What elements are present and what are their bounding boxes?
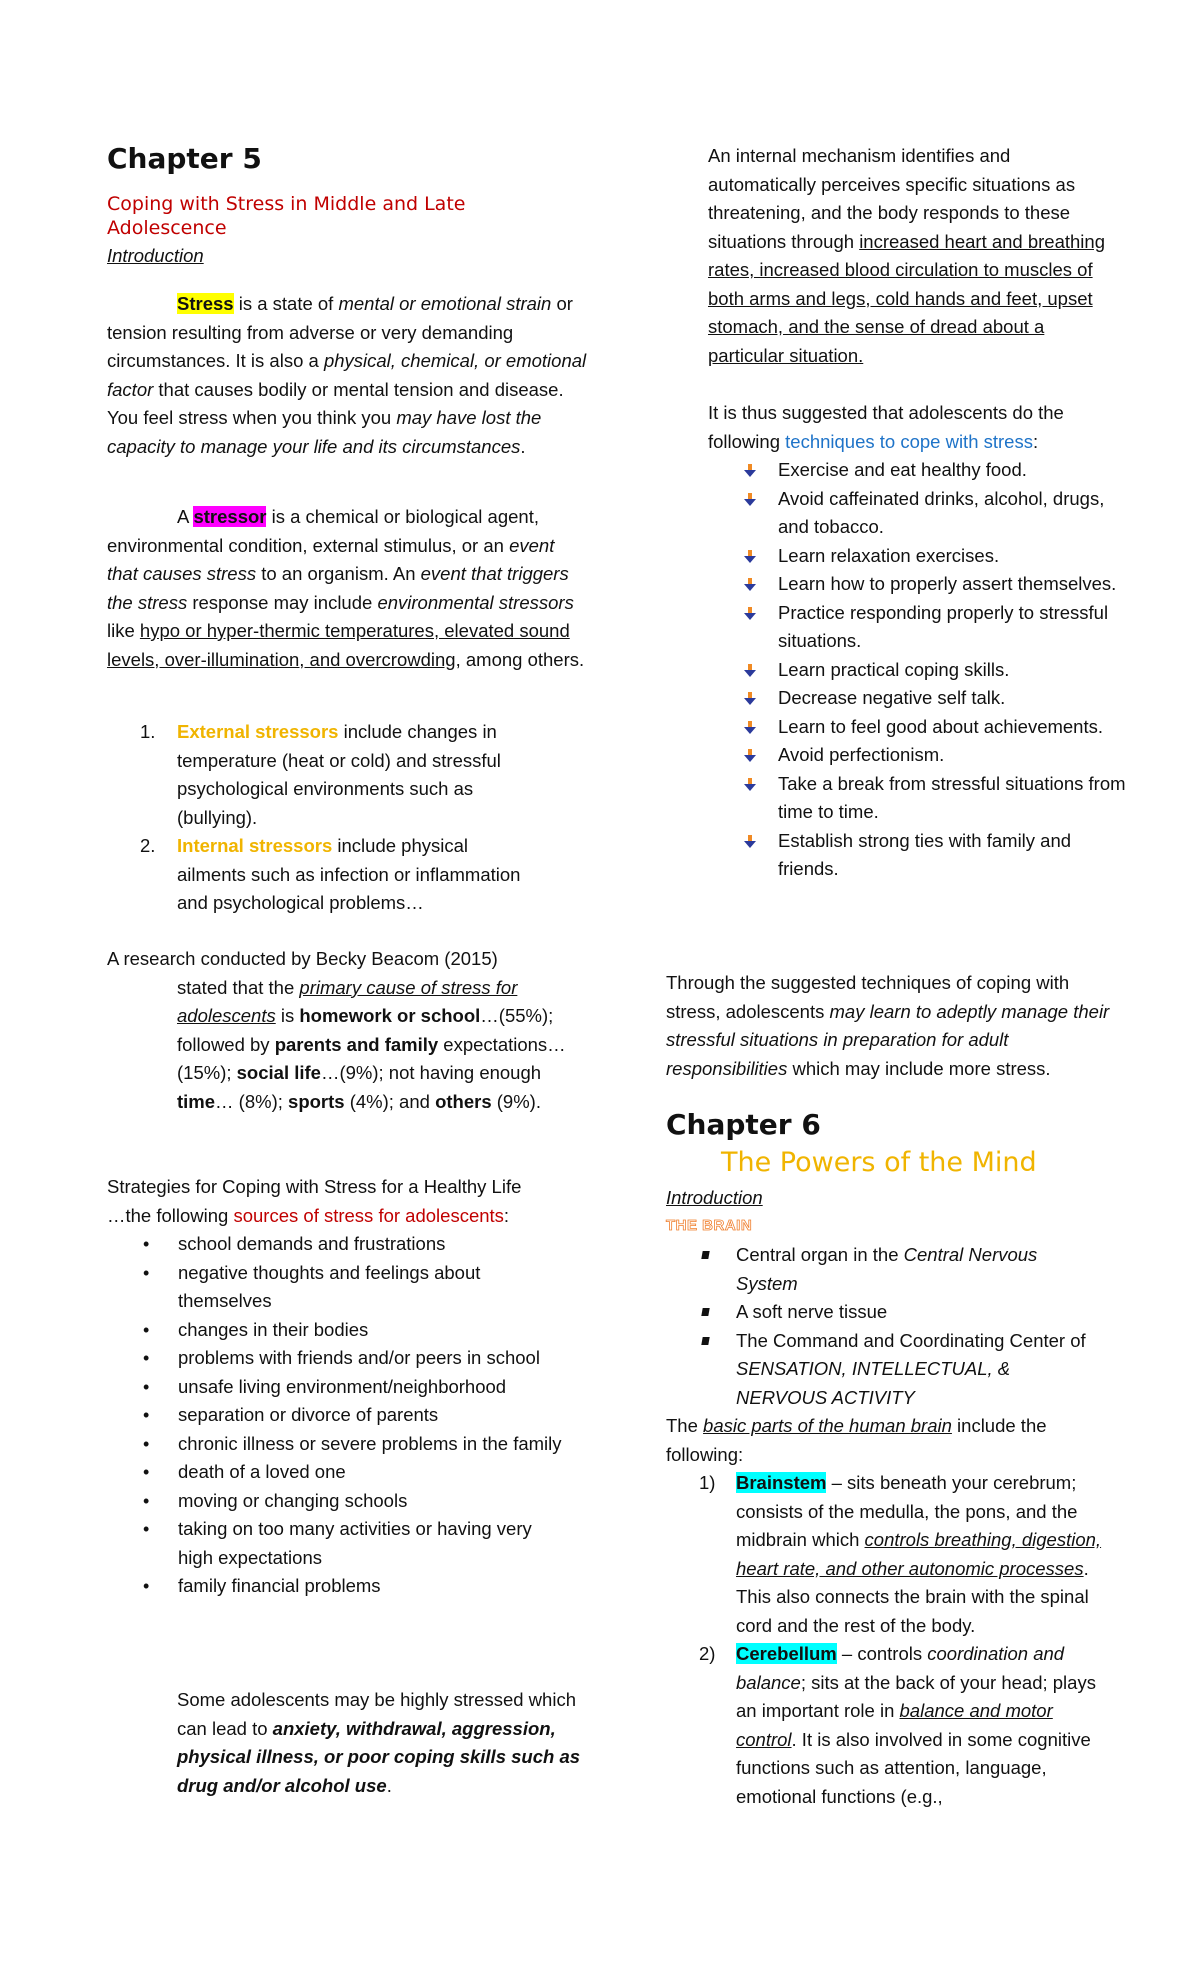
intro-heading: Introduction <box>107 245 204 266</box>
text: may have lost the capacity to manage your life and its circumstances <box>107 407 542 457</box>
text: problems with friends and/or peers in school <box>178 1347 540 1368</box>
text: It is thus suggested that adolescents do the following <box>708 402 1064 452</box>
square-bullet-icon <box>701 1308 709 1316</box>
research-first-line: A research conducted by Becky Beacom (2015) <box>107 948 498 969</box>
list-item <box>107 1259 567 1316</box>
stressor-definition <box>107 503 587 674</box>
list-item <box>708 599 1128 656</box>
text: Central Nervous System <box>736 1244 1038 1294</box>
bullet-icon: • <box>143 1405 150 1425</box>
text: hypo or hyper-thermic temperatures, elevated sound levels, over-illumination, and overcrowding <box>107 620 570 670</box>
arrow-bullet-icon <box>744 721 756 735</box>
chapter-6-title: Chapter 6 <box>666 1108 821 1141</box>
square-bullet-icon <box>701 1251 709 1259</box>
bullet-icon: • <box>143 1433 150 1454</box>
text: – sits beneath your cerebrum; consists of the medulla, the pons, and the midbrain which <box>736 1472 1078 1550</box>
text: The <box>666 1415 704 1436</box>
square-bullet-icon <box>701 1337 709 1345</box>
text: . This also connects the brain with the spinal cord and the rest of the body. <box>736 1557 1089 1636</box>
text: Establish strong ties with family and friends. <box>778 829 1072 879</box>
text: response may include <box>187 591 378 613</box>
text: (4%); and <box>344 1090 436 1112</box>
text: homework or school <box>299 1005 481 1026</box>
arrow-bullet-icon <box>744 607 756 621</box>
list-item <box>107 1515 567 1572</box>
through-paragraph <box>666 969 1126 1083</box>
bullet-icon: • <box>143 1319 150 1340</box>
text: primary cause of stress for adolescents <box>177 976 518 1026</box>
list-item <box>107 1572 567 1601</box>
mechanism-paragraph <box>708 142 1108 370</box>
strategies-lead <box>107 1202 597 1231</box>
list-item <box>107 1401 567 1430</box>
list-item <box>666 1469 1116 1640</box>
text: controls breathing, digestion, heart rate, and other autonomic processes <box>736 1529 1102 1579</box>
brain-points-list <box>666 1241 1096 1412</box>
text: Learn to feel good about achievements. <box>778 715 1104 737</box>
list-item <box>107 1430 567 1459</box>
text: anxiety, withdrawal, aggression, physical illness, or poor coping skills such as drug and/or alcohol use <box>177 1717 581 1796</box>
text: balance and motor control <box>736 1700 1053 1750</box>
text: changes in their bodies <box>178 1318 369 1340</box>
list-item <box>107 832 527 918</box>
list-item <box>666 1241 1096 1298</box>
text: A <box>177 506 194 527</box>
text: Avoid caffeinated drinks, alcohol, drugs, and tobacco. <box>778 487 1105 537</box>
text: , among others. <box>455 648 585 670</box>
arrow-bullet-icon <box>744 664 756 678</box>
text: . It is also involved in some cognitive functions such as attention, language, emotional functions (e.g., <box>736 1728 1091 1807</box>
text: Central organ in the <box>736 1244 904 1265</box>
the-brain-heading: THE BRAIN <box>666 1217 753 1234</box>
list-item <box>107 718 527 832</box>
arrow-bullet-icon <box>744 550 756 564</box>
text: that causes bodily or mental tension and disease. You feel stress when you think you <box>107 378 564 428</box>
text: Through the suggested techniques of coping with stress, adolescents <box>666 972 1070 1022</box>
text: Decrease negative self talk. <box>778 687 1006 708</box>
text: …(55%); followed by <box>177 1005 554 1055</box>
arrow-bullet-icon <box>744 493 756 507</box>
arrow-bullet-icon <box>744 578 756 592</box>
text: chronic illness or severe problems in the family <box>178 1432 562 1454</box>
text: …the following <box>107 1204 234 1226</box>
list-item <box>708 456 1128 485</box>
stress-term: Stress <box>177 293 234 314</box>
list-item <box>107 1487 567 1516</box>
text: Take a break from stressful situations from time to time. <box>778 772 1126 822</box>
text: like <box>107 620 140 641</box>
bullet-icon: • <box>143 1234 150 1254</box>
arrow-bullet-icon <box>744 778 756 792</box>
text: SENSATION, INTELLECTUAL, & NERVOUS ACTIVITY <box>736 1358 1011 1408</box>
bullet-icon: • <box>143 1519 150 1539</box>
text: others <box>435 1090 492 1112</box>
list-item <box>708 656 1128 685</box>
text: basic parts of the human brain <box>703 1415 952 1436</box>
bullet-icon: • <box>143 1376 150 1397</box>
arrow-bullet-icon <box>744 464 756 478</box>
text: is <box>275 1005 300 1026</box>
text: Practice responding properly to stressful situations. <box>778 601 1109 651</box>
techniques-label: techniques to cope with stress <box>785 430 1033 452</box>
text: A soft nerve tissue <box>736 1301 888 1322</box>
text: death of a loved one <box>178 1461 346 1482</box>
text: . <box>520 435 526 457</box>
text: event that causes stress <box>107 534 555 584</box>
arrow-bullet-icon <box>744 749 756 763</box>
text: taking on too many activities or having very high expectations <box>178 1518 532 1568</box>
text: …(9%); not having enough <box>320 1062 542 1083</box>
list-number: 1. <box>140 721 156 742</box>
text: school demands and frustrations <box>178 1233 446 1254</box>
closing-paragraph <box>177 1686 587 1800</box>
chapter-6-subtitle: The Powers of the Mind <box>721 1147 1037 1178</box>
text: Learn relaxation exercises. <box>778 544 1000 566</box>
text: which may include more stress. <box>787 1057 1051 1079</box>
text: or tension resulting from adverse or very demanding circumstances. It is also a <box>107 293 573 371</box>
chapter-5-subtitle: Coping with Stress in Middle and Late Adolescence <box>107 193 466 239</box>
bullet-icon: • <box>143 1262 150 1283</box>
text: … (8%); <box>215 1090 289 1112</box>
text: Some adolescents may be highly stressed which can lead to <box>177 1689 576 1739</box>
list-item <box>107 1344 567 1373</box>
text: (9%). <box>491 1090 541 1112</box>
text: sports <box>288 1090 345 1112</box>
text: include the following: <box>666 1415 1047 1465</box>
text: ; sits at the back of your head; plays an important role in <box>736 1671 1096 1721</box>
list-item <box>708 485 1128 542</box>
research-paragraph <box>177 974 587 1117</box>
bullet-icon: • <box>143 1490 150 1511</box>
text: moving or changing schools <box>178 1489 408 1511</box>
stressor-term: stressor <box>193 506 267 527</box>
list-item <box>708 684 1128 713</box>
brainstem-term: Brainstem <box>736 1472 827 1493</box>
text: . <box>386 1774 392 1796</box>
list-item <box>107 1373 567 1402</box>
list-item <box>708 570 1128 599</box>
text: is a state of <box>233 293 339 314</box>
text: Learn how to properly assert themselves. <box>778 573 1117 594</box>
text: An internal mechanism identifies and automatically perceives specific situations as threatening, and the body responds to these situations through <box>708 145 1076 252</box>
text: parents and family <box>274 1033 439 1055</box>
bullet-icon: • <box>143 1576 150 1596</box>
list-item <box>666 1298 1096 1327</box>
bullet-icon: • <box>143 1348 150 1368</box>
list-item <box>708 713 1128 742</box>
suggest-paragraph <box>708 399 1108 456</box>
text: to an organism. An <box>256 563 421 584</box>
cerebellum-term: Cerebellum <box>736 1643 837 1664</box>
text: unsafe living environment/neighborhood <box>178 1375 507 1397</box>
stress-sources-list <box>107 1230 567 1601</box>
text: : <box>503 1204 510 1226</box>
text: is a chemical or biological agent, environmental condition, external stimulus, or an <box>107 506 539 556</box>
text: mental or emotional strain <box>338 293 552 314</box>
text: Learn practical coping skills. <box>778 658 1010 680</box>
text: negative thoughts and feelings about themselves <box>178 1261 481 1311</box>
text: – controls <box>836 1643 928 1664</box>
chapter-6-intro: Introduction <box>666 1187 763 1208</box>
text: stated that the <box>177 976 300 998</box>
arrow-bullet-icon <box>744 835 756 849</box>
bullet-icon: • <box>143 1462 150 1482</box>
text: The Command and Coordinating Center of <box>736 1329 1086 1351</box>
chapter-5-title: Chapter 5 <box>107 142 262 175</box>
parts-intro <box>666 1412 1126 1469</box>
list-number: 2. <box>140 835 156 856</box>
arrow-bullet-icon <box>744 692 756 706</box>
list-number: 2) <box>699 1643 716 1664</box>
text: Exercise and eat healthy food. <box>778 459 1027 480</box>
text: separation or divorce of parents <box>178 1404 439 1425</box>
list-item <box>708 542 1128 571</box>
list-item <box>708 770 1128 827</box>
text: include physical ailments such as infection or inflammation and psychological problems… <box>177 835 521 913</box>
list-item <box>107 1316 567 1345</box>
list-item <box>708 827 1128 884</box>
text: event that triggers the stress <box>107 563 569 613</box>
techniques-list <box>708 456 1128 884</box>
list-item <box>107 1230 567 1259</box>
list-item <box>666 1327 1096 1413</box>
strategies-title: Strategies for Coping with Stress for a Healthy Life <box>107 1176 522 1197</box>
list-number: 1) <box>699 1472 716 1493</box>
stress-definition <box>107 290 597 461</box>
text: social life <box>236 1062 321 1083</box>
text: physical, chemical, or emotional factor <box>107 350 587 400</box>
list-item <box>107 1458 567 1487</box>
text: time <box>177 1090 216 1112</box>
brain-parts-list <box>666 1469 1116 1811</box>
text: expectations…(15%); <box>177 1033 566 1083</box>
internal-stressors-label: Internal stressors <box>177 835 333 856</box>
text: environmental stressors <box>377 591 574 613</box>
text: Avoid perfectionism. <box>778 744 945 765</box>
list-item <box>666 1640 1116 1811</box>
stressor-list <box>107 718 527 918</box>
external-stressors-label: External stressors <box>177 721 339 742</box>
sources-of-stress-label: sources of stress for adolescents <box>233 1204 504 1226</box>
text: increased heart and breathing rates, increased blood circulation to muscles of both arms and legs, cold hands and feet, upset stomach, and the sense of dread about a particular situation. <box>708 230 1105 366</box>
text: include changes in temperature (heat or cold) and stressful psychological environments such as (bullying). <box>177 721 501 828</box>
text: : <box>1032 430 1039 452</box>
text: family financial problems <box>178 1575 381 1596</box>
text: coordination and balance <box>736 1643 1065 1693</box>
list-item <box>708 741 1128 770</box>
text: may learn to adeptly manage their stressful situations in preparation for adult responsibilities <box>666 1000 1110 1079</box>
